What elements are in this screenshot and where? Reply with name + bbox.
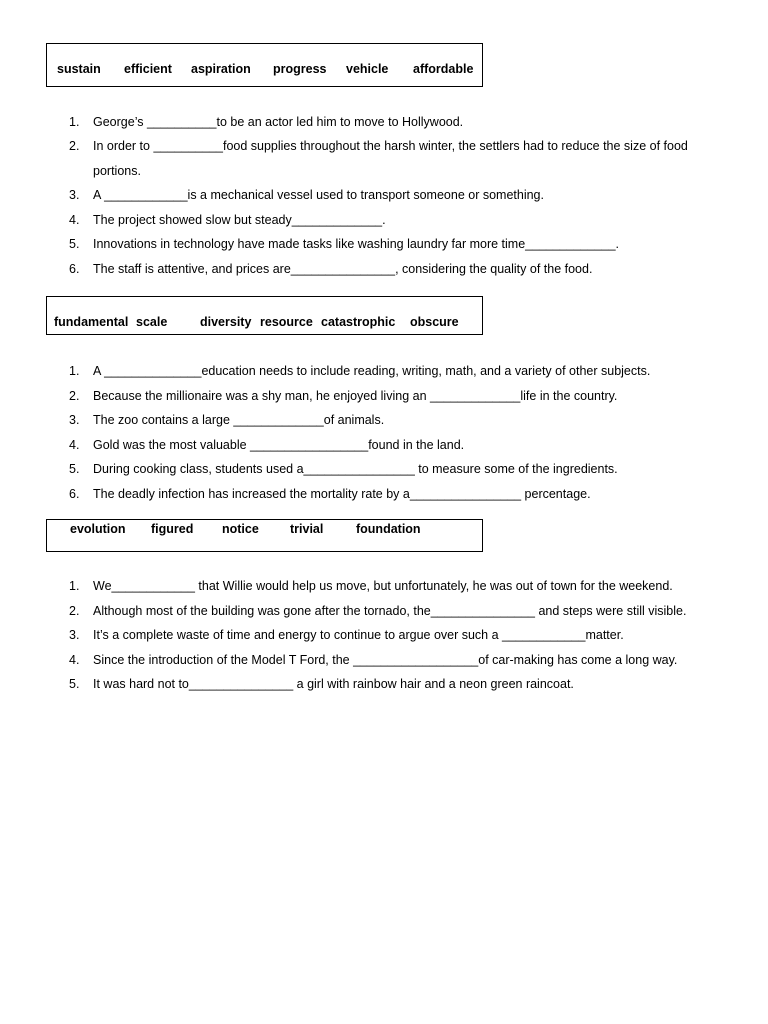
item-text: The staff is attentive, and prices are_______________, considering the quality of the food.: [93, 262, 593, 276]
word-bank-word: scale: [136, 315, 168, 329]
word-bank-word: catastrophic: [321, 315, 396, 329]
item-text: George’s __________to be an actor led him to move to Hollywood.: [93, 115, 464, 129]
item-text: We____________ that Willie would help us move, but unfortunately, he was out of town for the weekend.: [93, 579, 673, 593]
word-bank-word: sustain: [57, 62, 101, 76]
word-bank-word: trivial: [290, 522, 324, 536]
word-bank-word: vehicle: [346, 62, 389, 76]
item-text: The zoo contains a large _____________of animals.: [93, 413, 385, 427]
word-bank-word: obscure: [410, 315, 459, 329]
item-text: During cooking class, students used a________________ to measure some of the ingredients.: [93, 462, 618, 476]
item-number: 3.: [69, 188, 80, 202]
item-number: 4.: [69, 438, 80, 452]
item-text: A ______________education needs to include reading, writing, math, and a variety of other subjects.: [93, 364, 651, 378]
word-bank-word: evolution: [70, 522, 126, 536]
item-text: The deadly infection has increased the mortality rate by a________________ percentage.: [93, 487, 591, 501]
item-number: 1.: [69, 579, 80, 593]
item-number: 6.: [69, 487, 80, 501]
item-number: 2.: [69, 604, 80, 618]
item-number: 4.: [69, 653, 80, 667]
item-text: Although most of the building was gone after the tornado, the_______________ and steps were still visible.: [93, 604, 687, 618]
item-number: 2.: [69, 389, 80, 403]
item-number: 6.: [69, 262, 80, 276]
word-bank-word: progress: [273, 62, 327, 76]
item-text: It was hard not to_______________ a girl with rainbow hair and a neon green raincoat.: [93, 677, 574, 691]
word-bank-word: figured: [151, 522, 194, 536]
item-text: A ____________is a mechanical vessel used to transport someone or something.: [93, 188, 544, 202]
item-number: 5.: [69, 237, 80, 251]
item-text: Gold was the most valuable _________________found in the land.: [93, 438, 465, 452]
item-number: 1.: [69, 364, 80, 378]
word-bank-3: [46, 519, 483, 552]
word-bank-1: [46, 43, 483, 87]
item-text: It’s a complete waste of time and energy to continue to argue over such a ____________matter.: [93, 628, 624, 642]
word-bank-word: efficient: [124, 62, 172, 76]
word-bank-word: foundation: [356, 522, 421, 536]
item-number: 5.: [69, 677, 80, 691]
item-number: 3.: [69, 628, 80, 642]
word-bank-word: notice: [222, 522, 259, 536]
word-bank-word: diversity: [200, 315, 252, 329]
item-number: 1.: [69, 115, 80, 129]
word-bank-2: [46, 296, 483, 335]
item-text: Innovations in technology have made tasks like washing laundry far more time_____________.: [93, 237, 620, 251]
item-text: Since the introduction of the Model T Ford, the __________________of car-making has come a long way.: [93, 653, 678, 667]
word-bank-word: resource: [260, 315, 313, 329]
word-bank-word: aspiration: [191, 62, 251, 76]
item-number: 4.: [69, 213, 80, 227]
item-number: 5.: [69, 462, 80, 476]
item-number: 3.: [69, 413, 80, 427]
item-text: In order to __________food supplies throughout the harsh winter, the settlers had to reduce the size of food portions.: [93, 139, 688, 178]
item-text: The project showed slow but steady_____________.: [93, 213, 386, 227]
word-bank-word: affordable: [413, 62, 474, 76]
word-bank-word: fundamental: [54, 315, 129, 329]
item-number: 2.: [69, 139, 80, 153]
item-text: Because the millionaire was a shy man, he enjoyed living an _____________life in the country.: [93, 389, 618, 403]
